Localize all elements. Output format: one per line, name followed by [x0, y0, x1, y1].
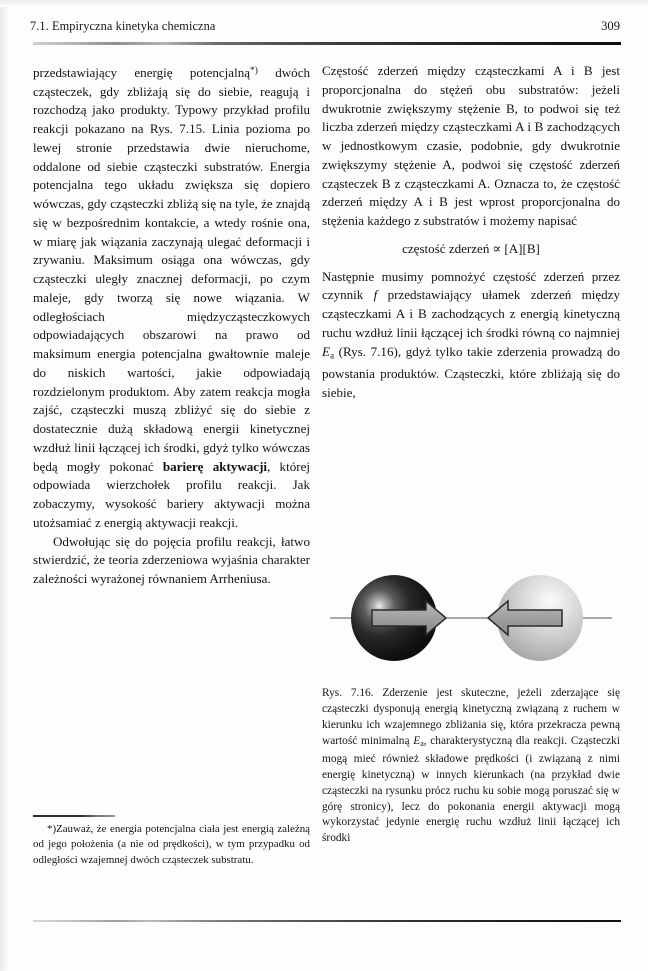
paragraph-right-2-part-b: przedstawiający ułamek zderzeń między cząsteczkami A i B zachodzących z energią kinetyczną ruchu wzdłuż linii łączącej ich środki równą co najmniej — [322, 287, 620, 340]
footnote-text: *)Zauważ, że energia potencjalna ciała jest energią zależną od jego położenia (a nie od prędkości), w tym przypadku od odległości wzajemnej dwóch cząsteczek substratu. — [33, 822, 310, 866]
caption-symbol-activation-energy: E — [413, 734, 421, 747]
scan-edge-left — [0, 0, 9, 971]
symbol-activation-energy: E — [322, 343, 330, 359]
scan-edge-top — [0, 0, 648, 7]
caption-symbol-activation-energy-subscript: a — [420, 738, 424, 748]
right-column — [322, 62, 620, 402]
footnote-separator-rule — [33, 815, 115, 817]
paragraph-left-1-part-c: , której odpowiada wierzchołek profilu reakcji. Jak zobaczymy, wysokość bariery aktywacji można utożsamiać z energią aktywacji reakcji. — [33, 458, 310, 530]
figure-caption-text-b: , charakterystyczną dla reakcji. Cząsteczki mogą mieć również składowe prędkości (i związaną z nimi energię kinetyczną) w innych kierunkach (na przykład dwie cząsteczki na rysunku prócz ruchu ku sobie mogą poruszać się w górę stronicy), lecz do pokonania energii aktywacji mogą wykorzystać jedynie energię ruchu wzdłuż linii łączącej ich środki — [322, 734, 620, 845]
proportional-symbol: ∝ — [492, 240, 502, 256]
figure-caption-label: Rys. 7.16. — [322, 687, 374, 699]
paragraph-left-1-part-a: przedstawiający energię potencjalną — [33, 64, 251, 80]
paragraph-right-2 — [322, 268, 620, 403]
paragraph-left-2: Odwołując się do pojęcia profilu reakcji, łatwo stwierdzić, że teoria zderzeniowa wyjaśnia charakter zależności wyrażonej równaniem Arrheniusa. — [33, 533, 310, 587]
paragraph-right-2-part-c: (Rys. 7.16), gdyż tylko takie zderzenia prowadzą do powstania produktów. Cząsteczki, które zbliżają się do siebie, — [322, 343, 620, 400]
paragraph-right-1: Częstość zderzeń między cząsteczkami A i B jest proporcjonalna do stężeń obu substratów: jeżeli dwukrotnie zwiększymy stężenie B, to podwoi się też liczba zderzeń między cząsteczkami A i B zachodzących w jednostkowym czasie, podobnie, gdy dwukrotnie zwiększymy stężenie A, podwoi się częstość zderzeń cząsteczek B z cząsteczkami A. Oznacza to, że częstość zderzeń między A i B jest wprost proporcjonalna do stężenia każdego z substratów i możemy napisać — [322, 63, 620, 228]
page-number: 309 — [601, 19, 620, 33]
running-head — [30, 19, 620, 37]
header-rule — [33, 42, 621, 45]
running-head-title: 7.1. Empiryczna kinetyka chemiczna — [30, 19, 216, 33]
bold-term-activation-barrier: barierę aktywacji — [162, 458, 268, 474]
figure-caption — [322, 686, 620, 847]
paragraph-right-2-part-a: Następnie musimy pomnożyć częstość zderzeń przez czynnik — [322, 268, 620, 303]
footer-rule — [33, 920, 621, 922]
figure-caption-text-a: Zderzenie jest skuteczne, jeżeli zderzające się cząsteczki dysponują energią kinetyczną związaną z ruchem w kierunku ich wzajemnego zbliżania się, która przekracza pewną wartość minimalną — [322, 687, 620, 747]
footnote-marker: *) — [250, 66, 258, 76]
figure-collision-diagram — [322, 563, 620, 683]
formula-right-side: [A][B] — [504, 240, 540, 256]
footnote-block — [33, 815, 310, 868]
left-column — [33, 62, 310, 589]
symbol-activation-energy-subscript: a — [329, 350, 335, 361]
paragraph-left-1-part-b: dwóch cząsteczek, gdy zbliżają się do siebie, reagują i rozchodzą jako produkty. Typowy przykład profilu reakcji pokazano na Rys. 7.15. Linia pozioma po lewej stronie przedstawia dwie nieruchome, oddalone od siebie cząsteczki substratów. Energia potencjalna tego układu zwiększa się dopiero wówczas, gdy cząsteczki zbliżą się na tyle, że znajdą się w bezpośrednim kontakcie, a wtedy rośnie ona, w miarę jak wiązania zaczynają ulegać deformacji i zrywaniu. Maksimum osiąga ona wówczas, gdy cząsteczki uległy znacznej deformacji, po czym maleje, gdy tworzą się nowe wiązania. W odległościach międzycząsteczkowych odpowiadających obszarowi na prawo od maksimum energia potencjalna gwałtownie maleje do niskich wartości, jakie odpowiadają rozdzielonym produktom. Aby zatem reakcja mogła zajść, cząsteczki muszą zbliżyć się do siebie z dostatecznie dużą składową energii kinetycznej wzdłuż linii łączącej ich środki, gdyż tylko wówczas będą mogły pokonać — [33, 64, 311, 474]
symbol-f: f — [373, 287, 378, 303]
display-formula-collision-frequency — [322, 240, 620, 259]
formula-left-side: częstość zderzeń — [402, 240, 490, 256]
paragraph-left-1 — [33, 62, 310, 533]
